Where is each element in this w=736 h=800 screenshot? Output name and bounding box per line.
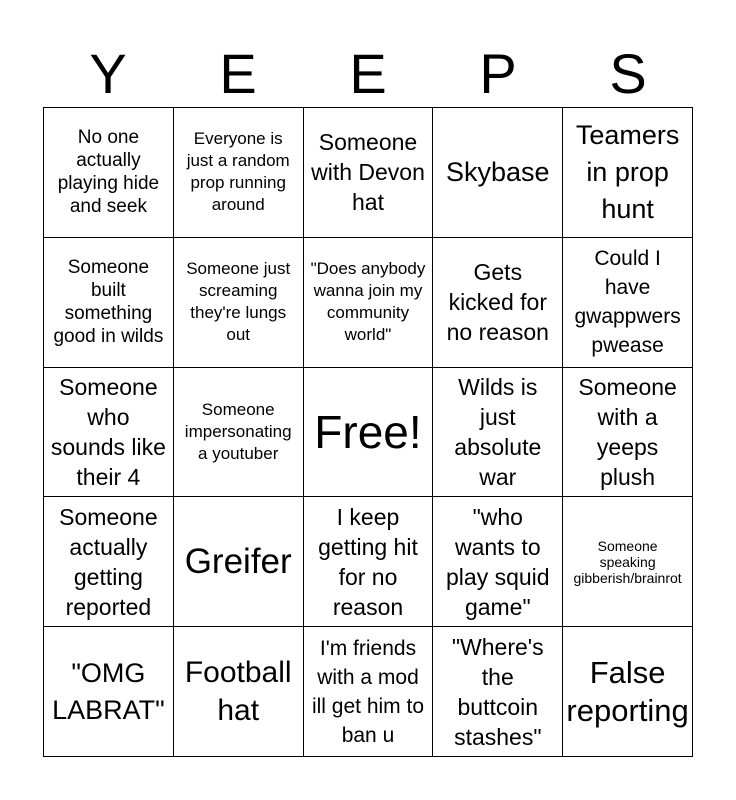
- bingo-cell-text: Someone just screaming they're lungs out: [186, 259, 291, 345]
- bingo-cell-text: Could I have gwappwers pwease: [574, 247, 681, 358]
- bingo-cell[interactable]: [44, 497, 174, 627]
- bingo-cell[interactable]: [174, 368, 304, 498]
- bingo-cell[interactable]: [174, 238, 304, 368]
- bingo-cell[interactable]: [563, 238, 693, 368]
- bingo-cell-text: Everyone is just a random prop running around: [186, 129, 290, 215]
- bingo-cell-text: Skybase: [446, 156, 550, 187]
- bingo-cell[interactable]: [174, 627, 304, 757]
- bingo-cell[interactable]: [433, 238, 563, 368]
- bingo-cell-text: Greifer: [184, 541, 292, 581]
- bingo-cell-text: I keep getting hit for no reason: [318, 503, 418, 620]
- bingo-cell[interactable]: [304, 497, 434, 627]
- bingo-cell[interactable]: [44, 368, 174, 498]
- bingo-cell[interactable]: [433, 108, 563, 238]
- header-letter-y: Y: [89, 42, 127, 105]
- header-letter-e: E: [349, 42, 387, 105]
- bingo-cell-text: "OMG LABRAT": [52, 657, 165, 725]
- bingo-grid: [43, 107, 693, 757]
- bingo-cell-text: Football hat: [184, 655, 292, 727]
- bingo-cell[interactable]: [563, 108, 693, 238]
- bingo-cell-text: Gets kicked for no reason: [446, 259, 549, 346]
- bingo-cell-text: Someone with Devon hat: [311, 129, 425, 216]
- bingo-cell[interactable]: [44, 627, 174, 757]
- bingo-cell-text: Teamers in prop hunt: [575, 119, 680, 224]
- header-letter-p: P: [479, 42, 517, 105]
- bingo-header: [43, 40, 693, 108]
- bingo-cell-text: Wilds is just absolute war: [454, 373, 542, 490]
- bingo-cell-text: "who wants to play squid game": [446, 503, 550, 620]
- bingo-cell[interactable]: [304, 108, 434, 238]
- header-letter-e: E: [219, 42, 257, 105]
- bingo-cell[interactable]: [44, 238, 174, 368]
- bingo-cell-text: Free!: [314, 405, 422, 458]
- bingo-cell-text: Someone who sounds like their 4: [50, 373, 166, 490]
- header-letter-s: S: [609, 42, 647, 105]
- bingo-cell-text: Someone actually getting reported: [59, 503, 158, 620]
- bingo-cell[interactable]: [433, 368, 563, 498]
- bingo-cell[interactable]: [44, 108, 174, 238]
- bingo-cell-free[interactable]: [304, 368, 434, 498]
- bingo-cell[interactable]: [174, 497, 304, 627]
- bingo-cell-text: Someone with a yeeps plush: [578, 373, 677, 490]
- bingo-cell-text: "Does anybody wanna join my community world": [310, 259, 426, 345]
- bingo-cell-text: No one actually playing hide and seek: [57, 127, 160, 218]
- bingo-cell[interactable]: [174, 108, 304, 238]
- bingo-cell[interactable]: [433, 497, 563, 627]
- bingo-cell[interactable]: [304, 238, 434, 368]
- bingo-cell[interactable]: [433, 627, 563, 757]
- bingo-cell[interactable]: [563, 627, 693, 757]
- bingo-cell-text: Someone built something good in wilds: [53, 257, 164, 348]
- bingo-cell-text: False reporting: [566, 654, 689, 728]
- bingo-cell[interactable]: [563, 368, 693, 498]
- bingo-cell[interactable]: [563, 497, 693, 627]
- bingo-cell[interactable]: [304, 627, 434, 757]
- bingo-cell-text: Someone speaking gibberish/brainrot: [573, 537, 682, 586]
- bingo-cell-text: Someone impersonating a youtuber: [184, 399, 292, 463]
- bingo-cell-text: I'm friends with a mod ill get him to ban u: [311, 636, 425, 747]
- bingo-cell-text: "Where's the buttcoin stashes": [451, 633, 544, 750]
